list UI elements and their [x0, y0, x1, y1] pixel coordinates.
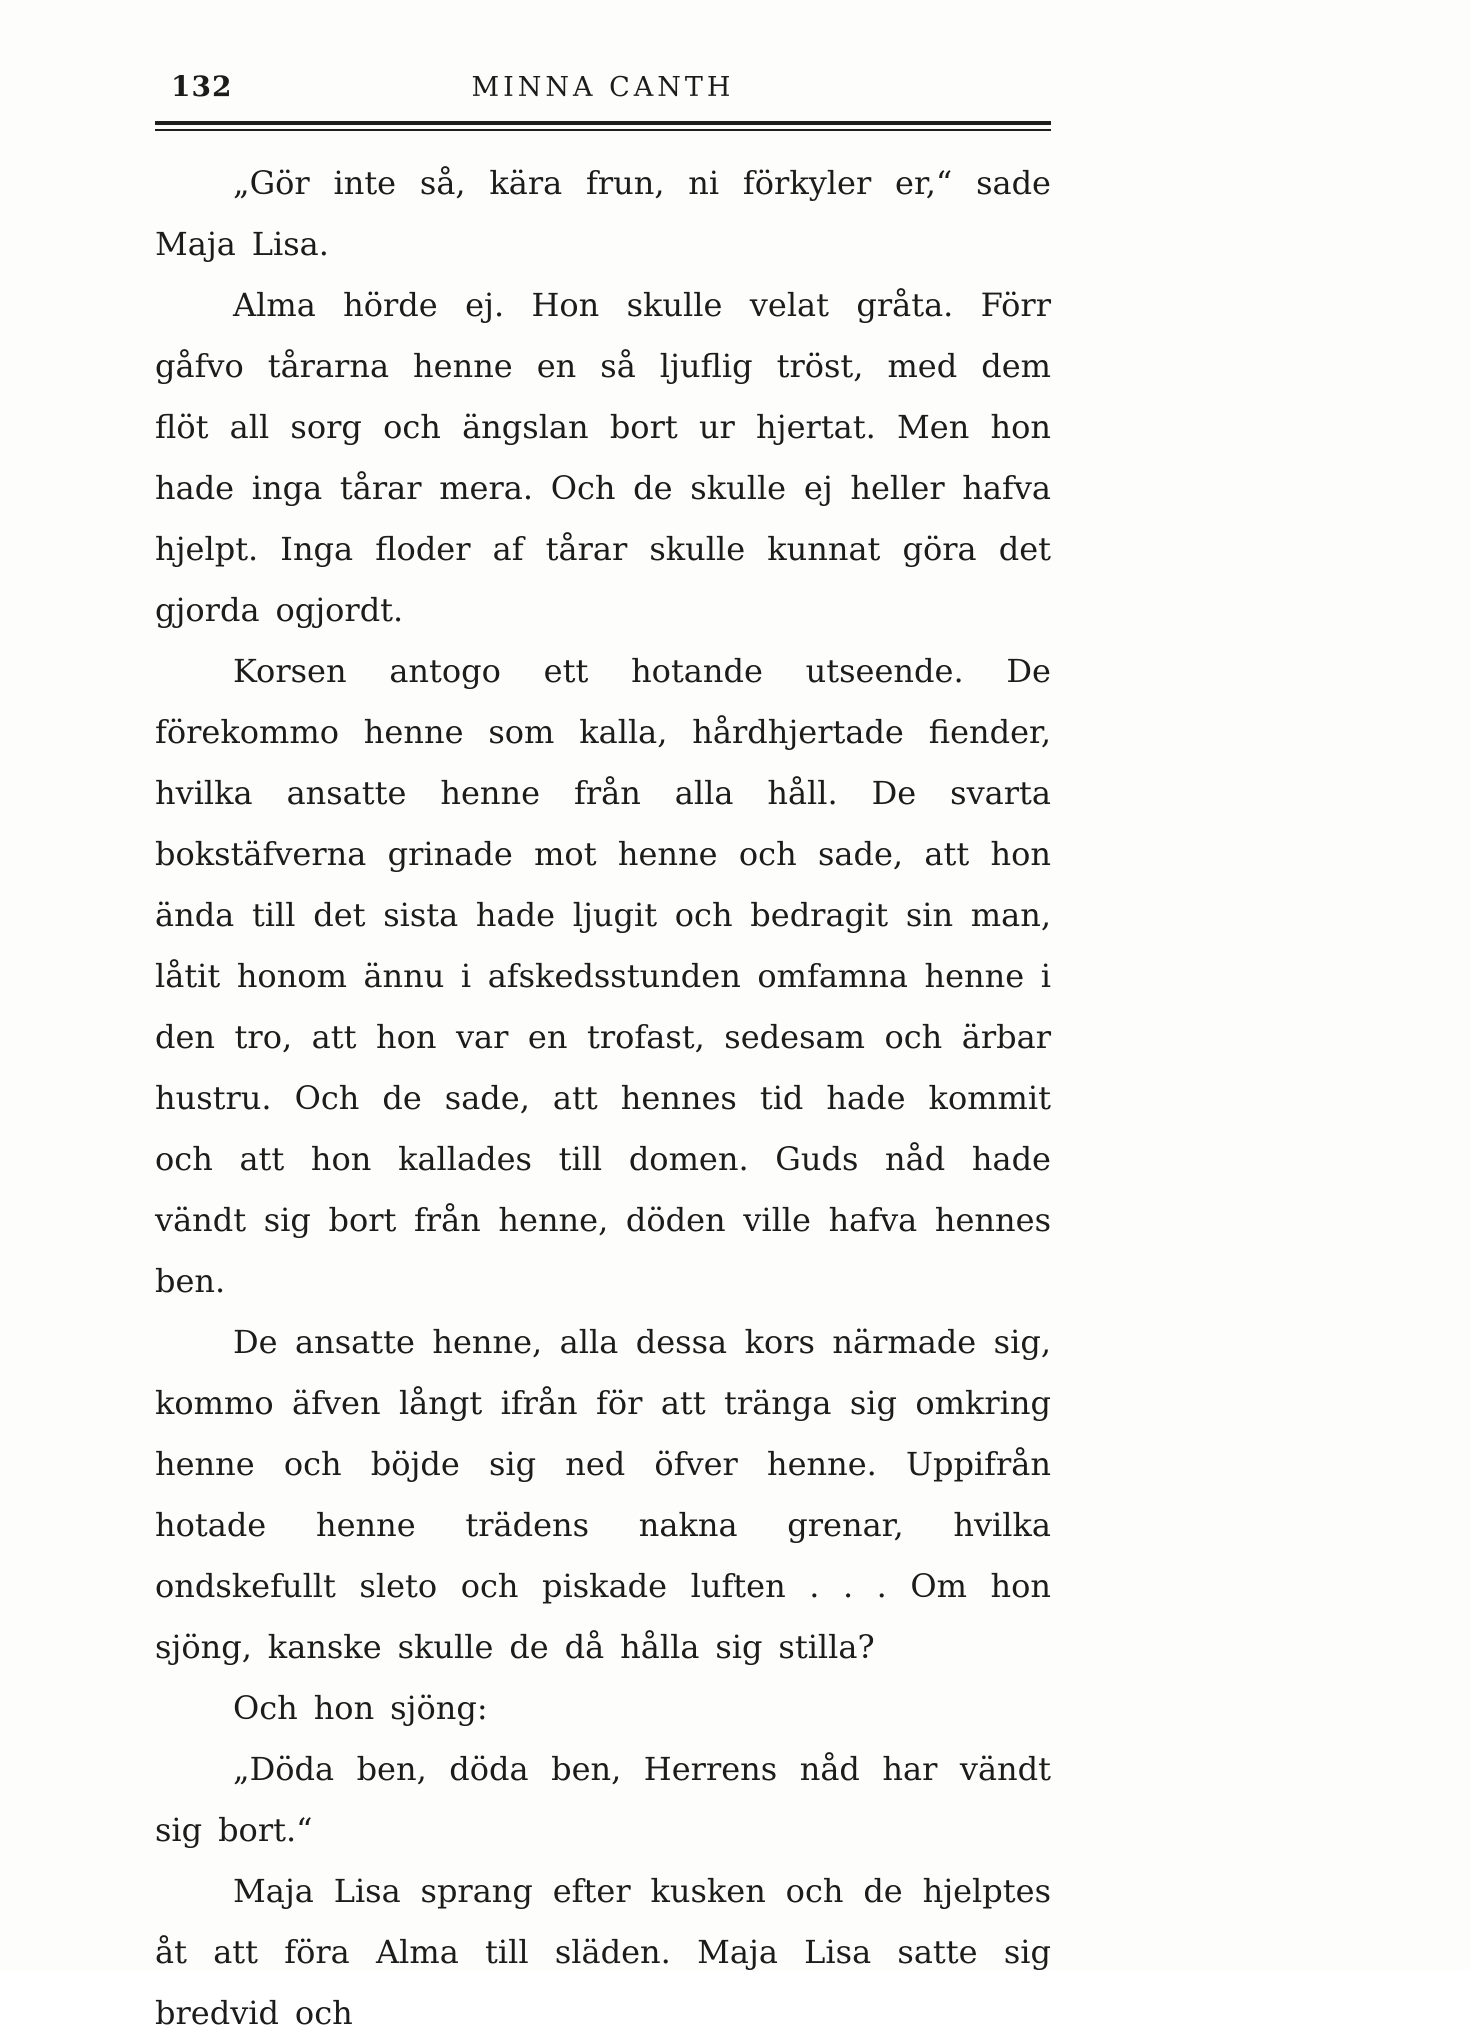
paragraph-3: Korsen antogo ett hotande utseende. De förekommo henne som kalla, hårdhjertade fiender, hvilka ansatte henne från alla håll. De svarta bokstäfverna grinade mot henne och sade, att hon ända till det sista hade ljugit och bedragit sin man, låtit honom ännu i afskedsstunden omfamna henne i den tro, att hon var en trofast, sedesam och ärbar hustru. Och de sade, att hennes tid hade kommit och att hon kallades till domen. Guds nåd hade vändt sig bort från henne, döden ville hafva hennes ben. — [155, 652, 1051, 1300]
paragraph-7: Maja Lisa sprang efter kusken och de hjelptes åt att föra Alma till släden. Maja Lisa satte sig bredvid och — [155, 1872, 1051, 2032]
paragraph-6: „Döda ben, döda ben, Herrens nåd har vändt sig bort.“ — [155, 1750, 1051, 1849]
page-number: 132 — [171, 70, 233, 103]
paragraph-1: „Gör inte så, kära frun, ni förkyler er,“ sade Maja Lisa. — [155, 164, 1051, 263]
header-rule — [155, 121, 1051, 131]
running-title: MINNA CANTH — [471, 72, 735, 103]
paragraph-5: Och hon sjöng: — [233, 1689, 488, 1727]
page-body — [155, 153, 1051, 2044]
paragraph-2: Alma hörde ej. Hon skulle velat gråta. Förr gåfvo tårarna henne en så ljuflig tröst, med dem flöt all sorg och ängslan bort ur hjertat. Men hon hade inga tårar mera. Och de skulle ej heller hafva hjelpt. Inga floder af tårar skulle kunnat göra det gjorda ogjordt. — [155, 286, 1051, 629]
page-header — [155, 70, 1051, 112]
paragraph-4: De ansatte henne, alla dessa kors närmade sig, kommo äfven långt ifrån för att tränga sig omkring henne och böjde sig ned öfver henne. Uppifrån hotade henne trädens nakna grenar, hvilka ondskefullt sleto och piskade luften . . . Om hon sjöng, kanske skulle de då hålla sig stilla? — [155, 1323, 1051, 1666]
